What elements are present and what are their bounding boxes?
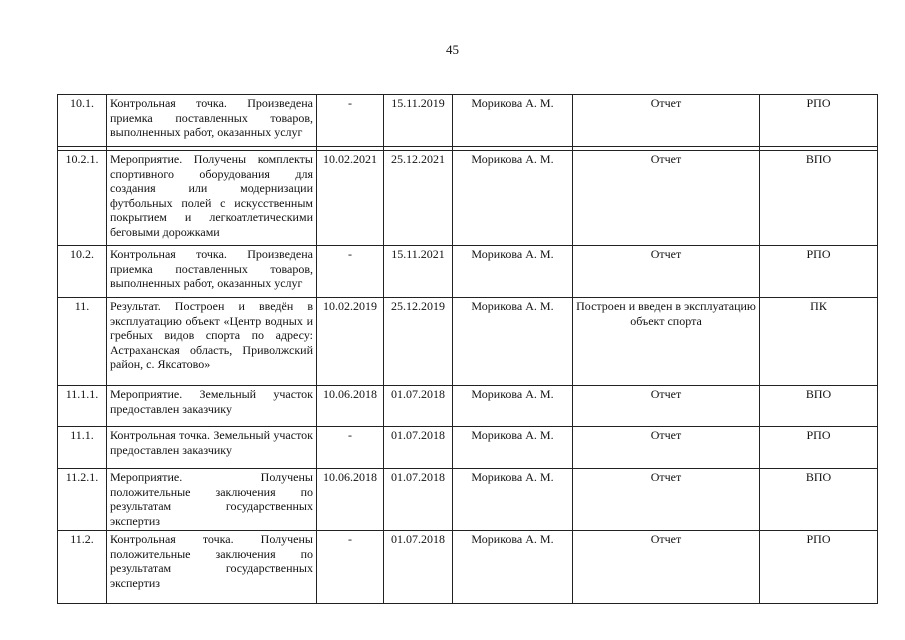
table-row [58, 298, 878, 386]
row-start-date: 10.02.2021 [317, 151, 384, 246]
row-result: Построен и введен в эксплуатацию объект спорта [573, 298, 760, 386]
row-start-date: - [317, 246, 384, 298]
row-start-date: 10.02.2019 [317, 298, 384, 386]
row-number: 11. [58, 298, 107, 386]
row-name: Контрольная точка. Произведена приемка поставленных товаров, выполненных работ, оказанных услуг [107, 246, 317, 298]
row-result: Отчет [573, 151, 760, 246]
row-responsible: Морикова А. М. [453, 246, 573, 298]
row-control-type: РПО [760, 427, 878, 469]
row-end-date: 01.07.2018 [384, 427, 453, 469]
row-control-type: РПО [760, 531, 878, 604]
row-end-date: 01.07.2018 [384, 386, 453, 427]
row-end-date: 01.07.2018 [384, 469, 453, 531]
row-result: Отчет [573, 469, 760, 531]
row-result: Отчет [573, 95, 760, 147]
row-responsible: Морикова А. М. [453, 386, 573, 427]
table-row [58, 151, 878, 246]
table-row [58, 469, 878, 531]
row-end-date: 15.11.2021 [384, 246, 453, 298]
row-responsible: Морикова А. М. [453, 427, 573, 469]
row-number: 10.2. [58, 246, 107, 298]
table-row [58, 246, 878, 298]
table-row [58, 95, 878, 147]
row-responsible: Морикова А. М. [453, 469, 573, 531]
row-control-type: РПО [760, 95, 878, 147]
row-result: Отчет [573, 531, 760, 604]
row-responsible: Морикова А. М. [453, 298, 573, 386]
table-row [58, 427, 878, 469]
row-number: 10.2.1. [58, 151, 107, 246]
row-start-date: - [317, 531, 384, 604]
row-result: Отчет [573, 246, 760, 298]
row-name: Контрольная точка. Получены положительные заключения по результатам государственных экспертиз [107, 531, 317, 604]
row-number: 11.2. [58, 531, 107, 604]
row-start-date: - [317, 427, 384, 469]
row-end-date: 01.07.2018 [384, 531, 453, 604]
row-start-date: - [317, 95, 384, 147]
row-name: Контрольная точка. Земельный участок предоставлен заказчику [107, 427, 317, 469]
row-control-type: ПК [760, 298, 878, 386]
row-end-date: 25.12.2019 [384, 298, 453, 386]
row-number: 11.1. [58, 427, 107, 469]
page-number: 45 [446, 42, 459, 57]
row-start-date: 10.06.2018 [317, 386, 384, 427]
row-number: 10.1. [58, 95, 107, 147]
row-control-type: ВПО [760, 469, 878, 531]
row-name: Результат. Построен и введён в эксплуатацию объект «Центр водных и гребных видов спорта по адресу: Астраханская область, Приволжский район, с. Яксатово» [107, 298, 317, 386]
row-number: 11.2.1. [58, 469, 107, 531]
row-name: Мероприятие. Земельный участок предоставлен заказчику [107, 386, 317, 427]
row-control-type: ВПО [760, 386, 878, 427]
table-row [58, 531, 878, 604]
row-end-date: 15.11.2019 [384, 95, 453, 147]
row-start-date: 10.06.2018 [317, 469, 384, 531]
row-responsible: Морикова А. М. [453, 95, 573, 147]
row-end-date: 25.12.2021 [384, 151, 453, 246]
row-number: 11.1.1. [58, 386, 107, 427]
table-row [58, 386, 878, 427]
row-name: Мероприятие. Получены положительные заключения по результатам государственных экспертиз [107, 469, 317, 531]
row-responsible: Морикова А. М. [453, 531, 573, 604]
row-result: Отчет [573, 386, 760, 427]
row-result: Отчет [573, 427, 760, 469]
row-control-type: РПО [760, 246, 878, 298]
plan-table [57, 94, 878, 604]
row-control-type: ВПО [760, 151, 878, 246]
row-name: Контрольная точка. Произведена приемка поставленных товаров, выполненных работ, оказанных услуг [107, 95, 317, 147]
row-name: Мероприятие. Получены комплекты спортивного оборудования для создания или модернизации футбольных полей с искусственным покрытием и легкоатлетическими беговыми дорожками [107, 151, 317, 246]
row-responsible: Морикова А. М. [453, 151, 573, 246]
